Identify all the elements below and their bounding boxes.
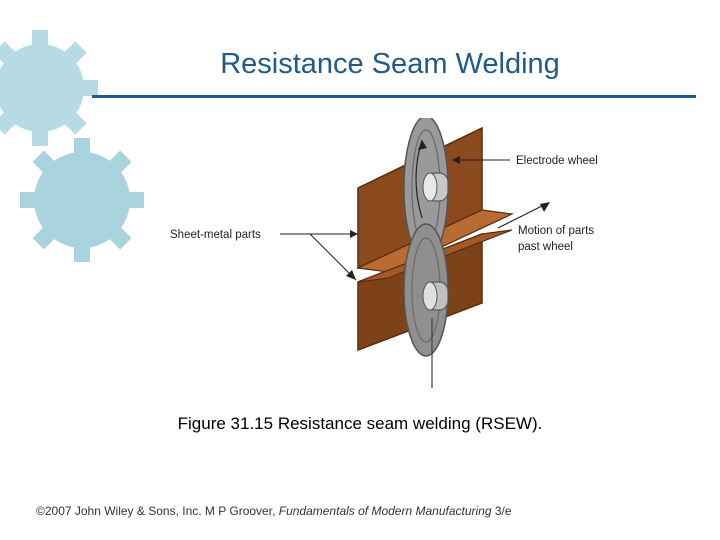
arrowhead bbox=[350, 230, 358, 238]
label-electrode-wheel: Electrode wheel bbox=[516, 155, 598, 167]
gear-icon bbox=[20, 138, 144, 262]
label-sheet-metal-parts: Sheet-metal parts bbox=[170, 229, 261, 241]
slide-title: Resistance Seam Welding bbox=[220, 48, 560, 80]
title-divider bbox=[92, 95, 696, 98]
label-motion-line1: Motion of parts bbox=[518, 225, 595, 237]
electrode-wheel-lower bbox=[404, 224, 448, 356]
figure-caption: Figure 31.15 Resistance seam welding (RSEW). bbox=[177, 414, 543, 433]
footer-book-title: Fundamentals of Modern Manufacturing bbox=[278, 504, 492, 518]
footer-copyright: ©2007 John Wiley & Sons, Inc. M P Groover, bbox=[36, 504, 279, 518]
footer-credit bbox=[36, 504, 512, 518]
gears-decoration bbox=[0, 30, 160, 270]
footer-edition: 3/e bbox=[491, 504, 512, 518]
gear-icon bbox=[0, 30, 98, 146]
seam-welding-diagram bbox=[160, 118, 630, 400]
label-motion-line2: past wheel bbox=[518, 241, 573, 253]
arrowhead bbox=[540, 202, 550, 212]
